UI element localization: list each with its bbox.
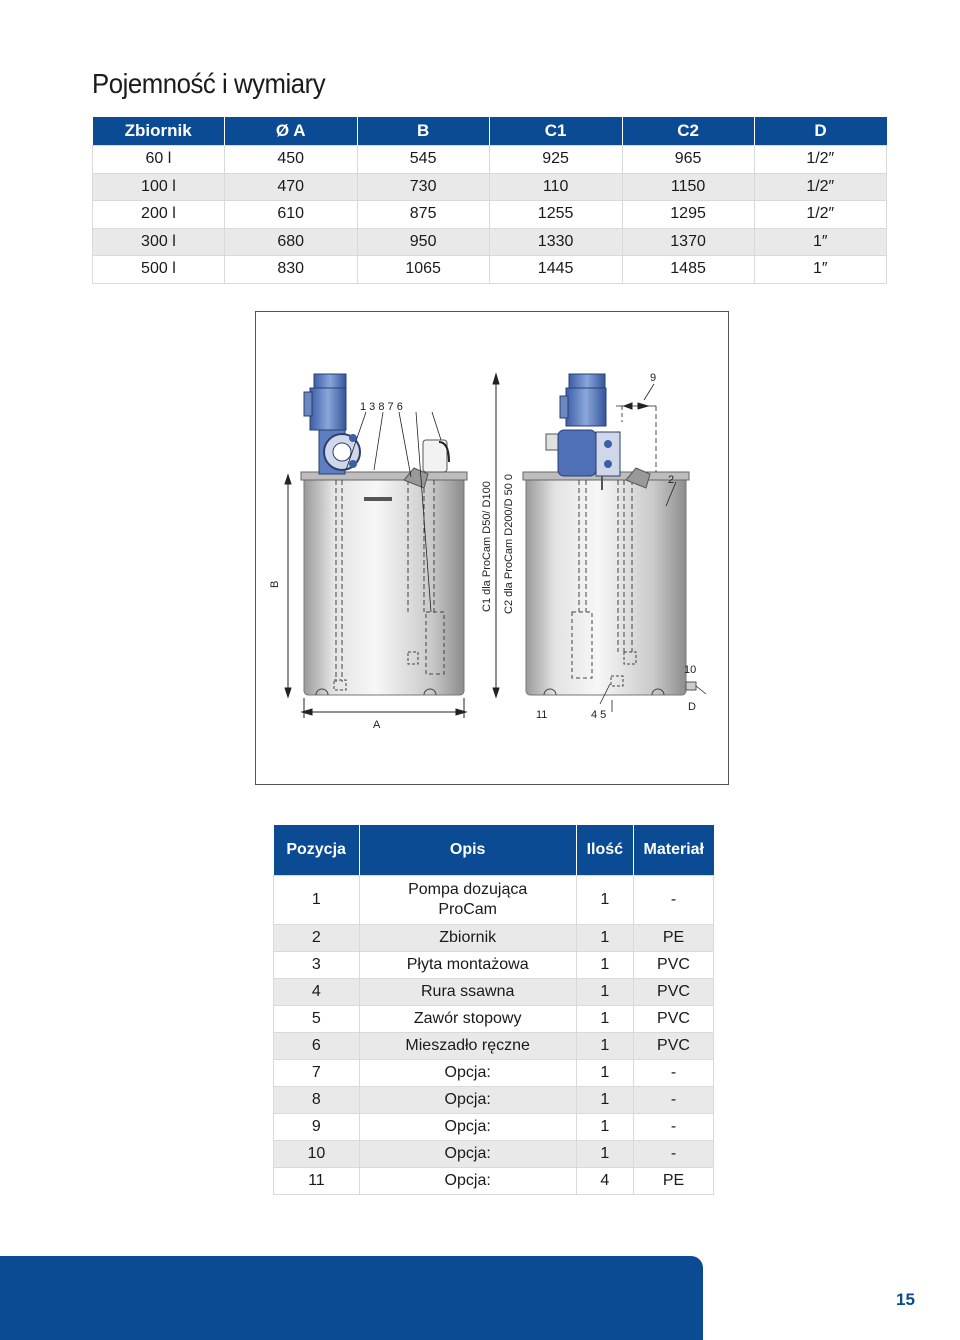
table-cell: Opcja: bbox=[359, 1141, 576, 1168]
table-cell: 500 l bbox=[93, 256, 225, 284]
table-cell: 100 l bbox=[93, 173, 225, 201]
table-cell: - bbox=[634, 876, 714, 925]
label-9: 9 bbox=[650, 372, 657, 384]
table-cell: 5 bbox=[274, 1006, 360, 1033]
label-c2: C2 dla ProCam D200/D 50 0 bbox=[503, 473, 515, 614]
table-row bbox=[274, 1168, 714, 1195]
table-cell: 1/2″ bbox=[754, 173, 886, 201]
table-cell: 1″ bbox=[754, 228, 886, 256]
tank-diagram bbox=[255, 311, 729, 785]
table-cell: 1 bbox=[576, 876, 633, 925]
table-cell: 1330 bbox=[489, 228, 622, 256]
table-cell: Opcja: bbox=[359, 1060, 576, 1087]
table-cell: 470 bbox=[224, 173, 357, 201]
dimensions-table bbox=[92, 117, 887, 284]
table-row bbox=[274, 876, 714, 925]
table-cell: 1 bbox=[576, 1006, 633, 1033]
table-cell: 1 bbox=[576, 1141, 633, 1168]
label-1-3-8-7-6: 1 3 8 7 6 bbox=[360, 401, 403, 413]
left-tank bbox=[301, 374, 467, 695]
table-row bbox=[93, 201, 887, 229]
header-c2: C2 bbox=[622, 117, 754, 146]
table-cell: Rura ssawna bbox=[359, 979, 576, 1006]
table-cell: 9 bbox=[274, 1114, 360, 1141]
table-cell: - bbox=[634, 1060, 714, 1087]
table-cell: 1 bbox=[274, 876, 360, 925]
table-cell: 1 bbox=[576, 1087, 633, 1114]
table-cell: 1 bbox=[576, 952, 633, 979]
page-number: 15 bbox=[896, 1290, 915, 1309]
table-cell: 1150 bbox=[622, 173, 754, 201]
table-cell: Mieszadło ręczne bbox=[359, 1033, 576, 1060]
table-cell: PVC bbox=[634, 952, 714, 979]
header-c1: C1 bbox=[489, 117, 622, 146]
table-cell: 830 bbox=[224, 256, 357, 284]
header-description: Opis bbox=[359, 825, 576, 876]
table-row bbox=[93, 173, 887, 201]
table-cell: - bbox=[634, 1087, 714, 1114]
table-cell: Zawór stopowy bbox=[359, 1006, 576, 1033]
table-cell: 1″ bbox=[754, 256, 886, 284]
label-a: A bbox=[373, 719, 381, 731]
cell-text: Pompa dozująca ProCam bbox=[408, 881, 528, 918]
table-cell: 1255 bbox=[489, 201, 622, 229]
table-cell: - bbox=[634, 1114, 714, 1141]
table-row bbox=[274, 1006, 714, 1033]
table-cell: 1/2″ bbox=[754, 146, 886, 174]
table-cell: 680 bbox=[224, 228, 357, 256]
table-row bbox=[274, 925, 714, 952]
table-cell: 1065 bbox=[357, 256, 489, 284]
table-cell: 1 bbox=[576, 979, 633, 1006]
header-tank: Zbiornik bbox=[93, 117, 225, 146]
label-d: D bbox=[688, 701, 696, 713]
table-row bbox=[274, 1033, 714, 1060]
table-row bbox=[93, 228, 887, 256]
label-4-5: 4 5 bbox=[591, 709, 607, 721]
table-cell: PE bbox=[634, 925, 714, 952]
table-cell: 1/2″ bbox=[754, 201, 886, 229]
tank-diagram-svg bbox=[256, 312, 728, 784]
table-cell: 200 l bbox=[93, 201, 225, 229]
table-cell: 11 bbox=[274, 1168, 360, 1195]
table-cell: PVC bbox=[634, 979, 714, 1006]
parts-header-row bbox=[274, 825, 714, 876]
right-tank bbox=[523, 374, 696, 695]
table-cell: Płyta montażowa bbox=[359, 952, 576, 979]
table-cell: 1295 bbox=[622, 201, 754, 229]
table-cell: 4 bbox=[576, 1168, 633, 1195]
footer-bar bbox=[0, 1256, 703, 1340]
table-cell: PVC bbox=[634, 1006, 714, 1033]
table-row bbox=[274, 1087, 714, 1114]
table-cell: 110 bbox=[489, 173, 622, 201]
table-cell: 60 l bbox=[93, 146, 225, 174]
table-cell: 10 bbox=[274, 1141, 360, 1168]
table-row bbox=[274, 1141, 714, 1168]
label-c1: C1 dla ProCam D50/ D100 bbox=[481, 481, 493, 612]
table-cell: Opcja: bbox=[359, 1168, 576, 1195]
table-cell: 8 bbox=[274, 1087, 360, 1114]
table-cell: 1 bbox=[576, 925, 633, 952]
table-cell: 450 bbox=[224, 146, 357, 174]
table-cell: 3 bbox=[274, 952, 360, 979]
table-cell: 7 bbox=[274, 1060, 360, 1087]
table-cell: 610 bbox=[224, 201, 357, 229]
table-cell: 545 bbox=[357, 146, 489, 174]
table-row bbox=[274, 1114, 714, 1141]
table-row bbox=[93, 146, 887, 174]
table-cell: 1445 bbox=[489, 256, 622, 284]
table-row bbox=[93, 256, 887, 284]
table-cell: Opcja: bbox=[359, 1114, 576, 1141]
table-cell: 950 bbox=[357, 228, 489, 256]
header-quantity: Ilość bbox=[576, 825, 633, 876]
table-cell: 1485 bbox=[622, 256, 754, 284]
table-cell: 300 l bbox=[93, 228, 225, 256]
parts-table bbox=[273, 825, 714, 1195]
header-a: Ø A bbox=[224, 117, 357, 146]
header-position: Pozycja bbox=[274, 825, 360, 876]
table-cell: Opcja: bbox=[359, 1087, 576, 1114]
table-cell: PE bbox=[634, 1168, 714, 1195]
table-cell: 2 bbox=[274, 925, 360, 952]
header-b: B bbox=[357, 117, 489, 146]
table-cell: PVC bbox=[634, 1033, 714, 1060]
table-cell: 1 bbox=[576, 1060, 633, 1087]
header-d: D bbox=[754, 117, 886, 146]
table-cell: 1 bbox=[576, 1114, 633, 1141]
page-title: Pojemność i wymiary bbox=[92, 68, 326, 99]
table-cell: 925 bbox=[489, 146, 622, 174]
table-cell: 1370 bbox=[622, 228, 754, 256]
dimensions-header-row bbox=[93, 117, 887, 146]
table-row bbox=[274, 1060, 714, 1087]
table-cell: 4 bbox=[274, 979, 360, 1006]
table-cell: 965 bbox=[622, 146, 754, 174]
table-cell: 1 bbox=[576, 1033, 633, 1060]
header-material: Materiał bbox=[634, 825, 714, 876]
table-cell: 875 bbox=[357, 201, 489, 229]
label-11: 11 bbox=[536, 709, 548, 721]
table-cell: 6 bbox=[274, 1033, 360, 1060]
table-cell bbox=[359, 876, 576, 925]
label-2: 2 bbox=[668, 474, 675, 486]
table-cell: 730 bbox=[357, 173, 489, 201]
table-row bbox=[274, 979, 714, 1006]
table-cell: - bbox=[634, 1141, 714, 1168]
table-row bbox=[274, 952, 714, 979]
label-b: B bbox=[269, 580, 281, 588]
label-10: 10 bbox=[684, 664, 697, 676]
table-cell: Zbiornik bbox=[359, 925, 576, 952]
